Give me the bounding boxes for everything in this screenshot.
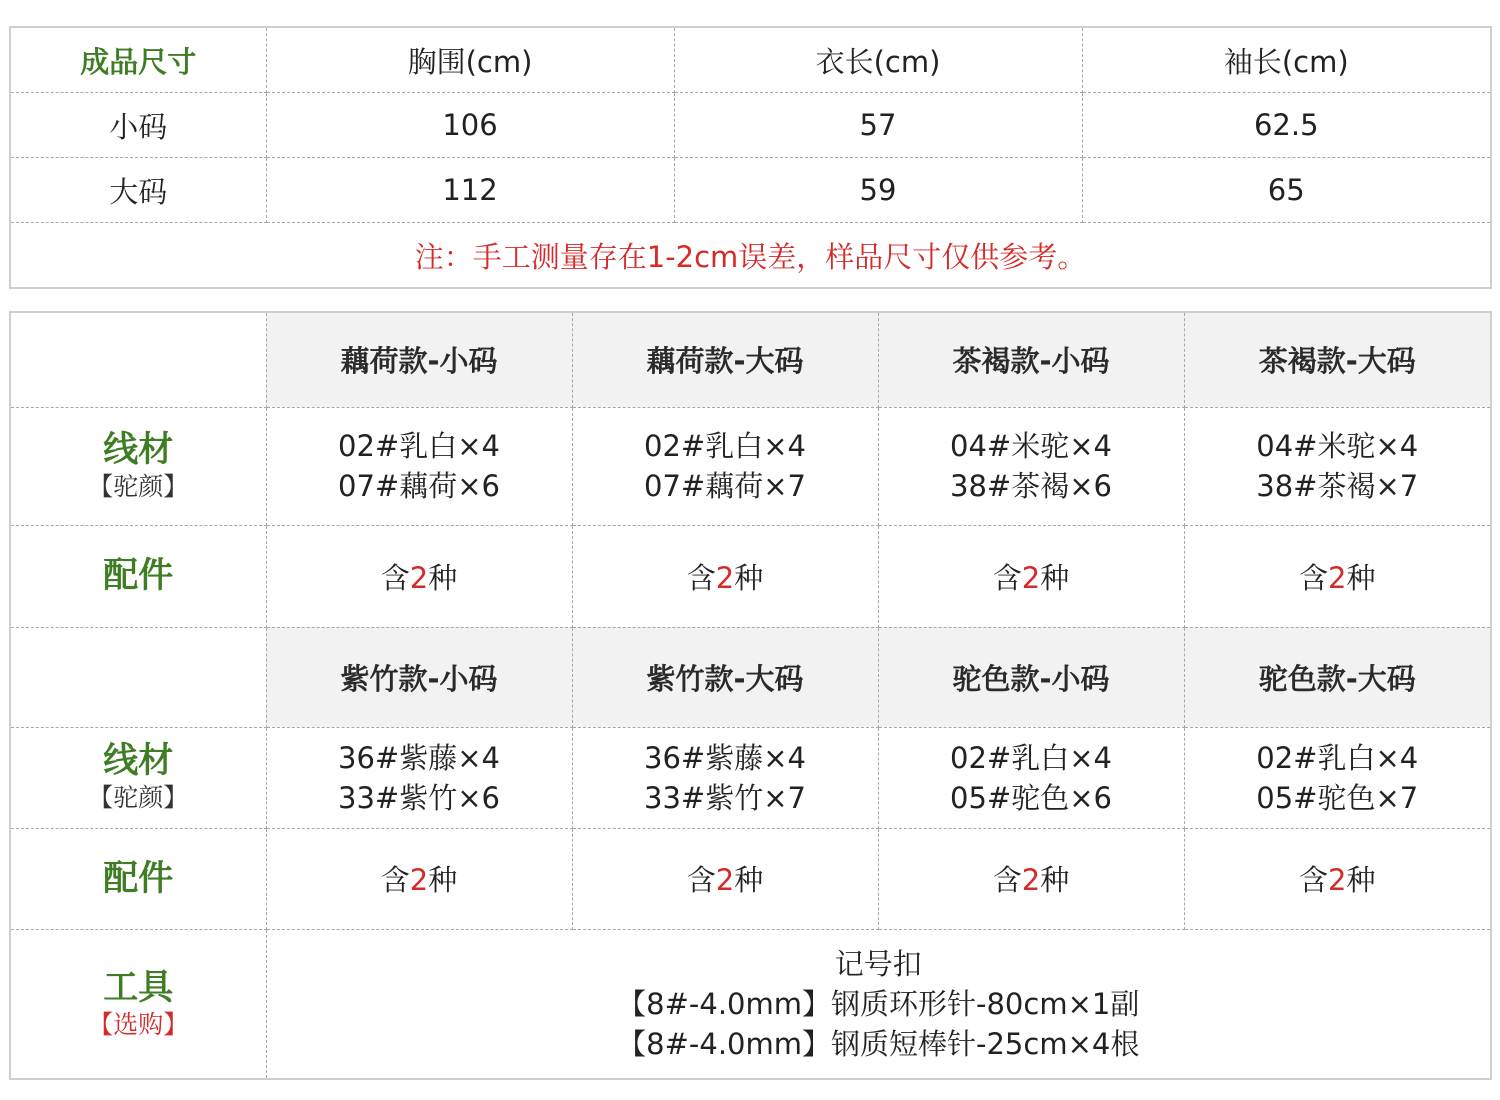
table-row <box>10 93 1491 158</box>
size-table-title: 成品尺寸 <box>10 27 266 93</box>
yarn-line: 38#茶褐×7 <box>1256 469 1419 503</box>
tools-row <box>10 929 1491 1079</box>
accessory-suffix: 种 <box>428 863 458 897</box>
yarn-line: 33#紫竹×7 <box>644 780 806 815</box>
yarn-line: 02#乳白×4 <box>950 740 1112 775</box>
measurement-note: 注：手工测量存在1-2cm误差，样品尺寸仅供参考。 <box>10 223 1491 289</box>
yarn-cell <box>572 407 878 525</box>
variant-header: 紫竹款-小码 <box>266 627 572 727</box>
accessory-prefix: 含 <box>686 560 716 595</box>
tools-cell <box>266 929 1491 1079</box>
yarn-line: 02#乳白×4 <box>644 429 806 463</box>
accessory-cell <box>572 525 878 627</box>
accessory-prefix: 含 <box>992 560 1022 595</box>
size-value: 65 <box>1082 158 1491 223</box>
accessory-count: 2 <box>1328 560 1347 595</box>
yarn-cell <box>1184 727 1491 828</box>
yarn-cell <box>266 407 572 525</box>
variant-header: 茶褐款-大码 <box>1184 312 1491 407</box>
accessory-suffix: 种 <box>734 560 764 595</box>
yarn-cell <box>572 727 878 828</box>
tools-label: 工具 <box>103 967 174 1008</box>
accessory-prefix: 含 <box>1299 863 1329 897</box>
yarn-line: 07#藕荷×7 <box>644 469 806 503</box>
note-row <box>10 223 1491 289</box>
column-header-length: 衣长(cm) <box>674 27 1082 93</box>
yarn-sublabel: 【驼颜】 <box>88 783 189 813</box>
tools-label-cell <box>10 929 266 1079</box>
yarn-line: 36#紫藤×4 <box>338 740 500 775</box>
size-value: 106 <box>266 93 674 158</box>
accessory-cell <box>1184 525 1491 627</box>
tool-item: 记号扣 <box>834 946 922 981</box>
yarn-cell <box>1184 407 1491 525</box>
accessory-label-cell <box>10 828 266 929</box>
accessory-prefix: 含 <box>992 863 1022 897</box>
yarn-line: 02#乳白×4 <box>1256 740 1419 775</box>
corner-cell <box>10 312 266 407</box>
yarn-line: 33#紫竹×6 <box>338 780 500 815</box>
accessory-row <box>10 828 1491 929</box>
tools-sublabel: 【选购】 <box>88 1009 189 1039</box>
yarn-line: 38#茶褐×6 <box>950 469 1112 503</box>
size-value: 62.5 <box>1082 93 1491 158</box>
yarn-label-cell <box>10 727 266 828</box>
tool-item: 【8#-4.0mm】钢质短棒针-25cm×4根 <box>617 1026 1140 1061</box>
size-table <box>9 26 1492 289</box>
yarn-label: 线材 <box>103 429 174 470</box>
accessory-count: 2 <box>409 560 429 595</box>
materials-table <box>9 311 1492 1080</box>
accessory-cell <box>1184 828 1491 929</box>
yarn-line: 04#米驼×4 <box>1256 429 1419 463</box>
yarn-label-cell <box>10 407 266 525</box>
size-label: 小码 <box>10 93 266 158</box>
accessory-count: 2 <box>715 863 735 897</box>
accessory-label: 配件 <box>103 858 174 899</box>
size-value: 57 <box>674 93 1082 158</box>
accessory-count: 2 <box>1328 863 1347 897</box>
accessory-suffix: 种 <box>428 560 458 595</box>
yarn-row <box>10 407 1491 525</box>
yarn-label: 线材 <box>103 741 174 782</box>
size-value: 59 <box>674 158 1082 223</box>
size-label: 大码 <box>10 158 266 223</box>
accessory-prefix: 含 <box>380 863 410 897</box>
accessory-cell <box>266 525 572 627</box>
yarn-sublabel: 【驼颜】 <box>88 471 189 501</box>
variant-header: 紫竹款-大码 <box>572 627 878 727</box>
variant-header: 驼色款-大码 <box>1184 627 1491 727</box>
variant-header: 驼色款-小码 <box>878 627 1184 727</box>
yarn-line: 07#藕荷×6 <box>338 469 500 503</box>
corner-cell <box>10 627 266 727</box>
yarn-row <box>10 727 1491 828</box>
yarn-cell <box>266 727 572 828</box>
accessory-suffix: 种 <box>734 863 764 897</box>
accessory-cell <box>572 828 878 929</box>
variant-header: 茶褐款-小码 <box>878 312 1184 407</box>
accessory-count: 2 <box>1021 863 1041 897</box>
size-value: 112 <box>266 158 674 223</box>
accessory-count: 2 <box>715 560 735 595</box>
accessory-suffix: 种 <box>1346 560 1376 595</box>
accessory-prefix: 含 <box>380 560 410 595</box>
yarn-line: 04#米驼×4 <box>950 429 1112 463</box>
yarn-line: 05#驼色×7 <box>1256 780 1419 815</box>
column-header-chest: 胸围(cm) <box>266 27 674 93</box>
table-row <box>10 158 1491 223</box>
variant-header: 藕荷款-大码 <box>572 312 878 407</box>
tool-item: 【8#-4.0mm】钢质环形针-80cm×1副 <box>617 986 1140 1021</box>
yarn-cell <box>878 407 1184 525</box>
accessory-cell <box>878 525 1184 627</box>
accessory-count: 2 <box>1021 560 1041 595</box>
accessory-row <box>10 525 1491 627</box>
accessory-suffix: 种 <box>1040 560 1070 595</box>
accessory-cell <box>878 828 1184 929</box>
yarn-cell <box>878 727 1184 828</box>
accessory-suffix: 种 <box>1346 863 1376 897</box>
variant-header: 藕荷款-小码 <box>266 312 572 407</box>
accessory-prefix: 含 <box>1299 560 1329 595</box>
yarn-line: 36#紫藤×4 <box>644 740 806 775</box>
variant-header-row <box>10 312 1491 407</box>
accessory-label-cell <box>10 525 266 627</box>
variant-header-row <box>10 627 1491 727</box>
accessory-label: 配件 <box>103 556 174 596</box>
column-header-sleeve: 袖长(cm) <box>1082 27 1491 93</box>
accessory-count: 2 <box>409 863 429 897</box>
yarn-line: 05#驼色×6 <box>950 780 1112 815</box>
size-header-row <box>10 27 1491 93</box>
yarn-line: 02#乳白×4 <box>338 429 500 463</box>
accessory-suffix: 种 <box>1040 863 1070 897</box>
accessory-prefix: 含 <box>686 863 716 897</box>
accessory-cell <box>266 828 572 929</box>
